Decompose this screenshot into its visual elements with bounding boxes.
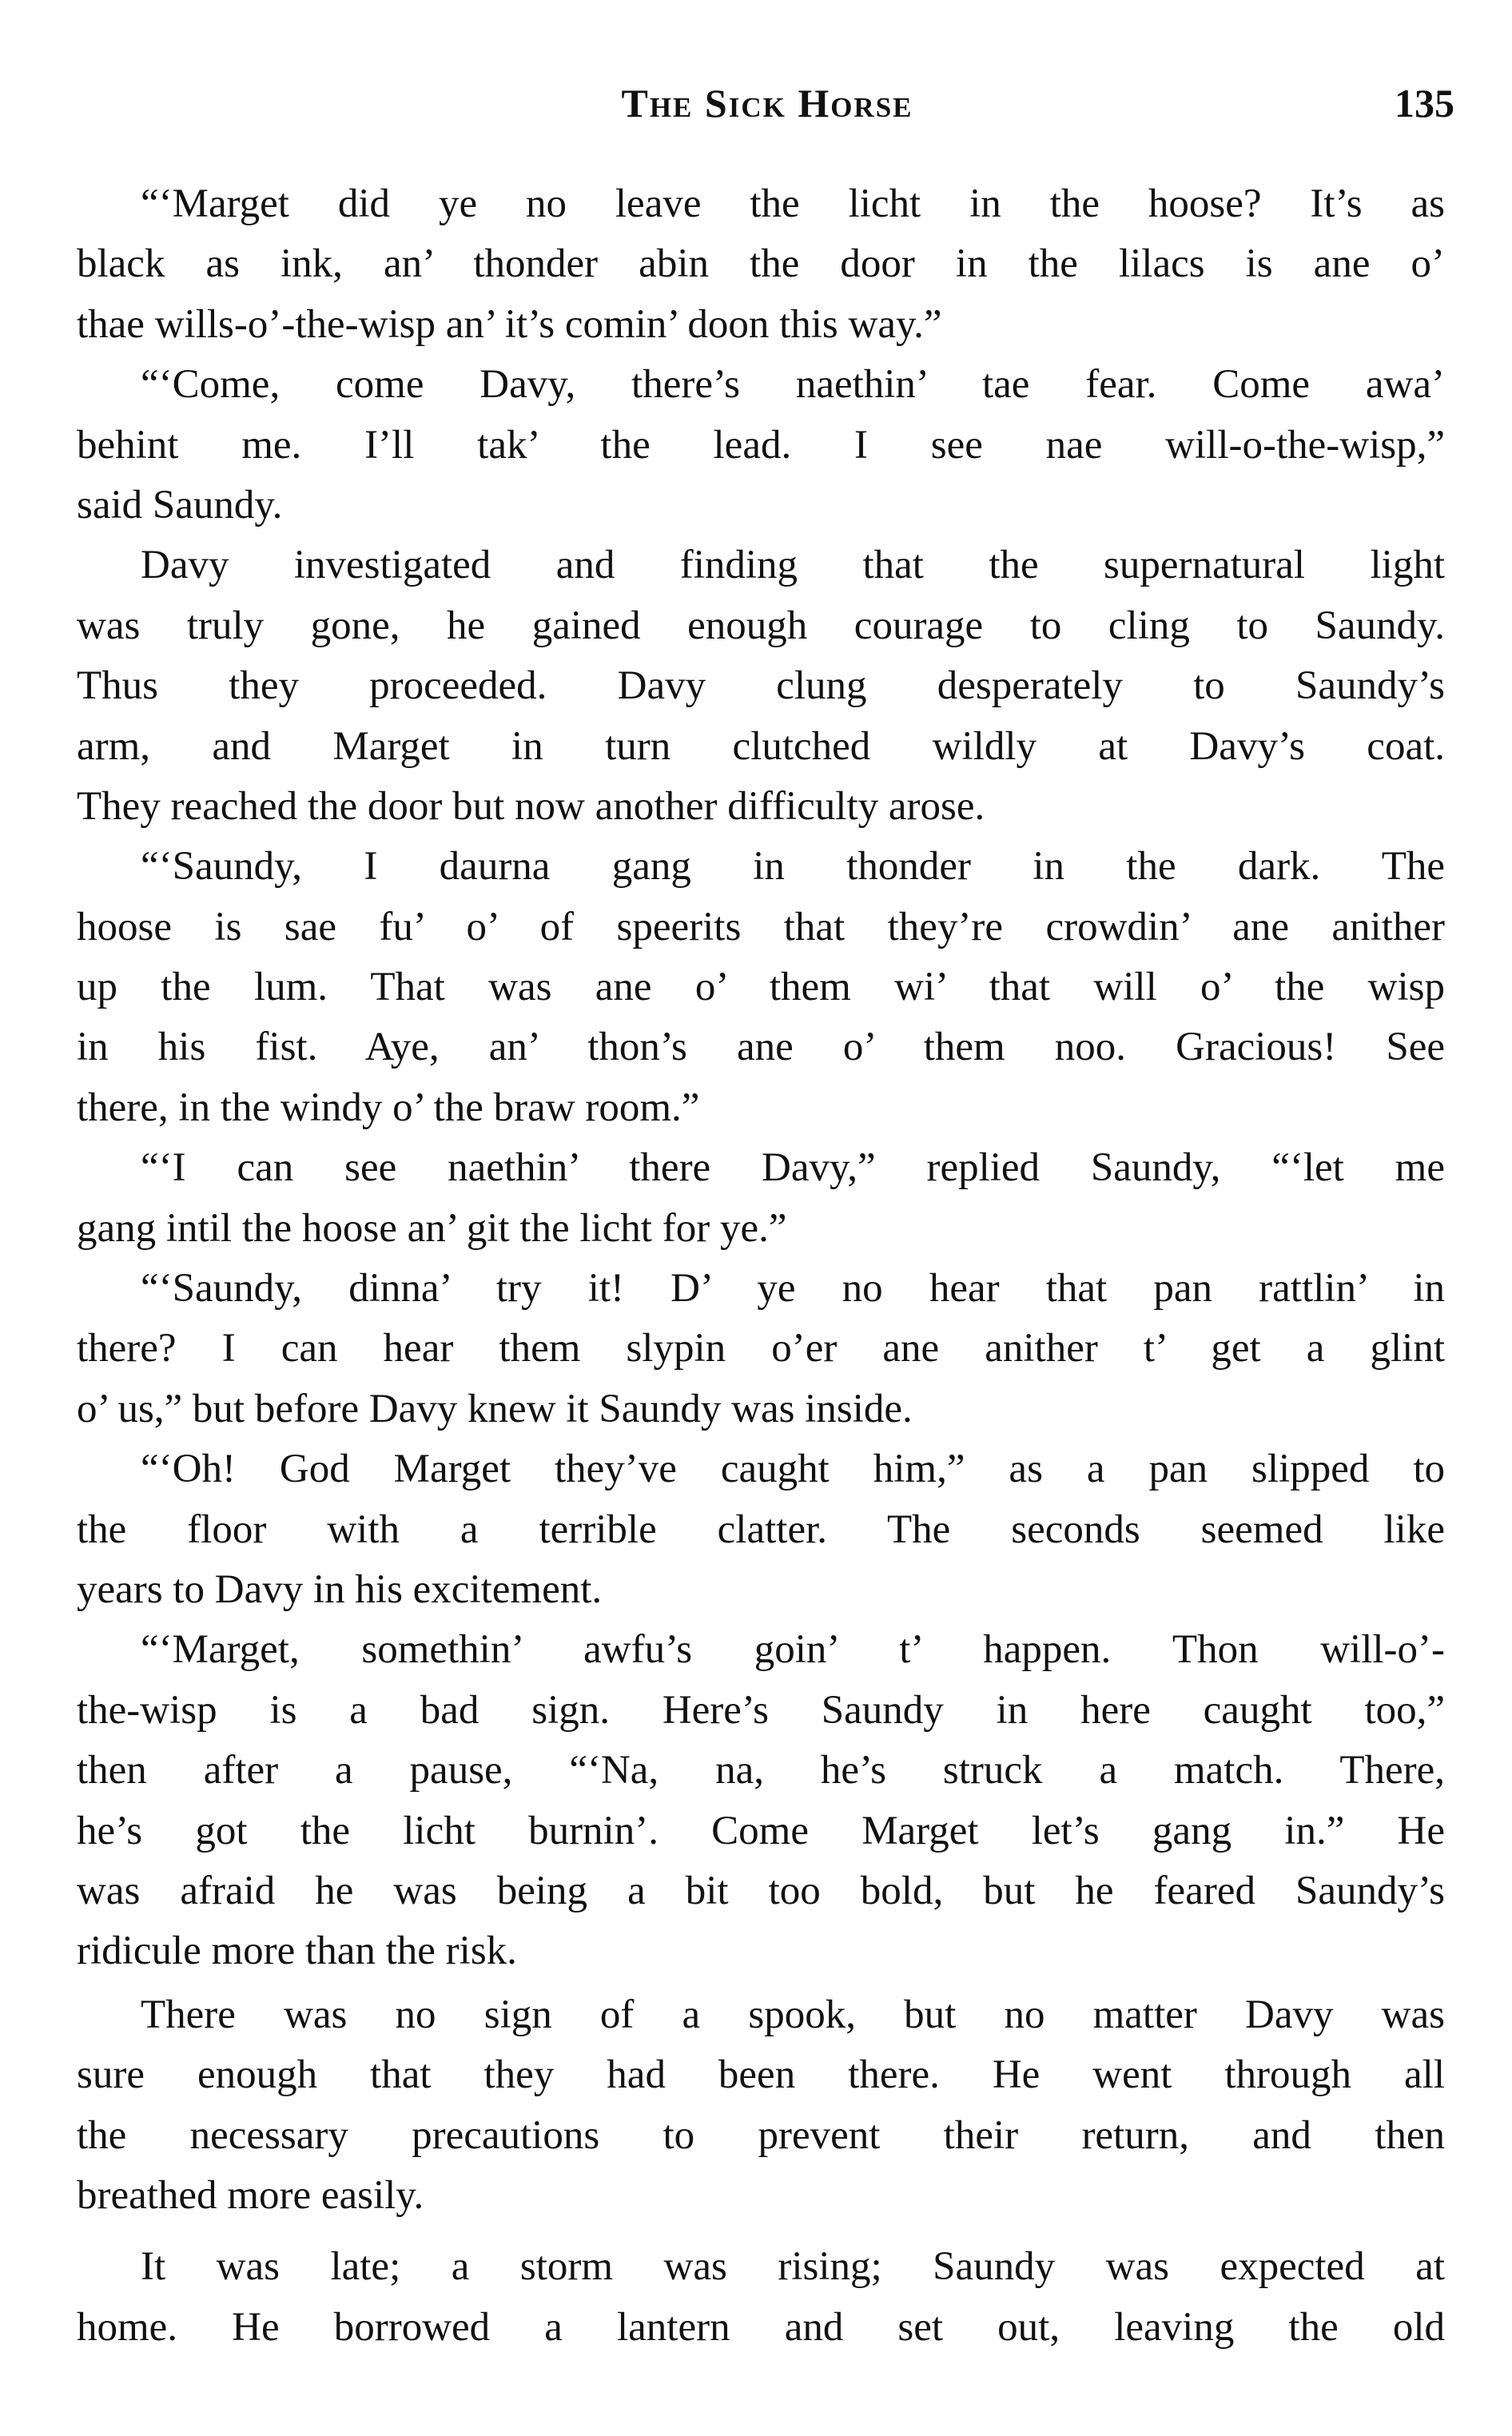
paragraph xyxy=(77,1620,1445,1981)
text-line: It was late; a storm was rising; Saundy was expected at xyxy=(141,2244,1445,2290)
text-line: then after a pause, “‘Na, na, he’s struck a match. There, xyxy=(77,1748,1445,1793)
text-line: black as ink, an’ thonder abin the door in the lilacs is ane o’ xyxy=(77,241,1445,287)
text-line: arm, and Marget in turn clutched wildly at Davy’s coat. xyxy=(77,723,1445,769)
paragraph xyxy=(77,1138,1445,1259)
text-line: the floor with a terrible clatter. The seconds seemed like xyxy=(77,1507,1445,1552)
text-line: there? I can hear them slypin o’er ane anither t’ get a glint xyxy=(77,1326,1445,1371)
text-line: “‘Come, come Davy, there’s naethin’ tae fear. Come awa’ xyxy=(141,362,1445,408)
text-line: up the lum. That was ane o’ them wi’ that will o’ the wisp xyxy=(77,965,1445,1010)
paragraph xyxy=(77,355,1445,535)
text-line: “‘Oh! God Marget they’ve caught him,” as a pan slipped to xyxy=(141,1447,1445,1492)
text-line: “‘Marget, somethin’ awfu’s goin’ t’ happen. Thon will-o’- xyxy=(141,1627,1445,1673)
text-line: Davy investigated and finding that the supernatural light xyxy=(141,543,1445,588)
text-line: in his fist. Aye, an’ thon’s ane o’ them noo. Gracious! See xyxy=(77,1025,1445,1070)
text-line: Thus they proceeded. Davy clung desperately to Saundy’s xyxy=(77,663,1445,709)
text-line: “‘Marget did ye no leave the licht in the hoose? It’s as xyxy=(141,181,1445,226)
text-line: he’s got the licht burnin’. Come Marget let’s gang in.” He xyxy=(77,1808,1445,1853)
paragraph xyxy=(77,174,1445,355)
text-line: thae wills-o’-the-wisp an’ it’s comin’ doon this way.” xyxy=(77,301,942,347)
text-line: sure enough that they had been there. He went through all xyxy=(77,2052,1445,2098)
page-number: 135 xyxy=(1395,81,1454,125)
page-body xyxy=(77,174,1445,2358)
text-line: “‘I can see naethin’ there Davy,” replied Saundy, “‘let me xyxy=(141,1145,1445,1191)
text-line: “‘Saundy, I daurna gang in thonder in the dark. The xyxy=(141,844,1445,890)
page-header xyxy=(80,80,1454,136)
paragraph xyxy=(77,837,1445,1138)
text-line: ridicule more than the risk. xyxy=(77,1928,517,1974)
paragraph xyxy=(77,1985,1445,2227)
text-line: behint me. I’ll tak’ the lead. I see nae will-o-the-wisp,” xyxy=(77,422,1445,468)
text-line: the necessary precautions to prevent their return, and then xyxy=(77,2112,1445,2158)
text-line: years to Davy in his excitement. xyxy=(77,1566,603,1612)
text-line: breathed more easily. xyxy=(77,2172,424,2218)
text-line: gang intil the hoose an’ git the licht for ye.” xyxy=(77,1205,787,1251)
text-line: was afraid he was being a bit too bold, but he feared Saundy’s xyxy=(77,1868,1445,1913)
text-line: There was no sign of a spook, but no matter Davy was xyxy=(141,1992,1445,2037)
text-line: o’ us,” but before Davy knew it Saundy was inside. xyxy=(77,1386,913,1431)
text-line: there, in the windy o’ the braw room.” xyxy=(77,1085,700,1130)
text-line: “‘Saundy, dinna’ try it! D’ ye no hear that pan rattlin’ in xyxy=(141,1266,1445,1312)
running-title: The Sick Horse xyxy=(621,81,913,125)
paragraph xyxy=(77,535,1445,837)
text-line: said Saundy. xyxy=(77,482,283,527)
text-line: hoose is sae fu’ o’ of speerits that they’re crowdin’ ane anither xyxy=(77,904,1445,949)
text-line: was truly gone, he gained enough courage to cling to Saundy. xyxy=(77,603,1445,648)
paragraph xyxy=(77,2237,1445,2358)
text-line: home. He borrowed a lantern and set out, leaving the old xyxy=(77,2304,1445,2350)
text-line: the-wisp is a bad sign. Here’s Saundy in here caught too,” xyxy=(77,1687,1445,1733)
text-line: They reached the door but now another difficulty arose. xyxy=(77,783,985,829)
paragraph xyxy=(77,1439,1445,1620)
paragraph xyxy=(77,1259,1445,1439)
